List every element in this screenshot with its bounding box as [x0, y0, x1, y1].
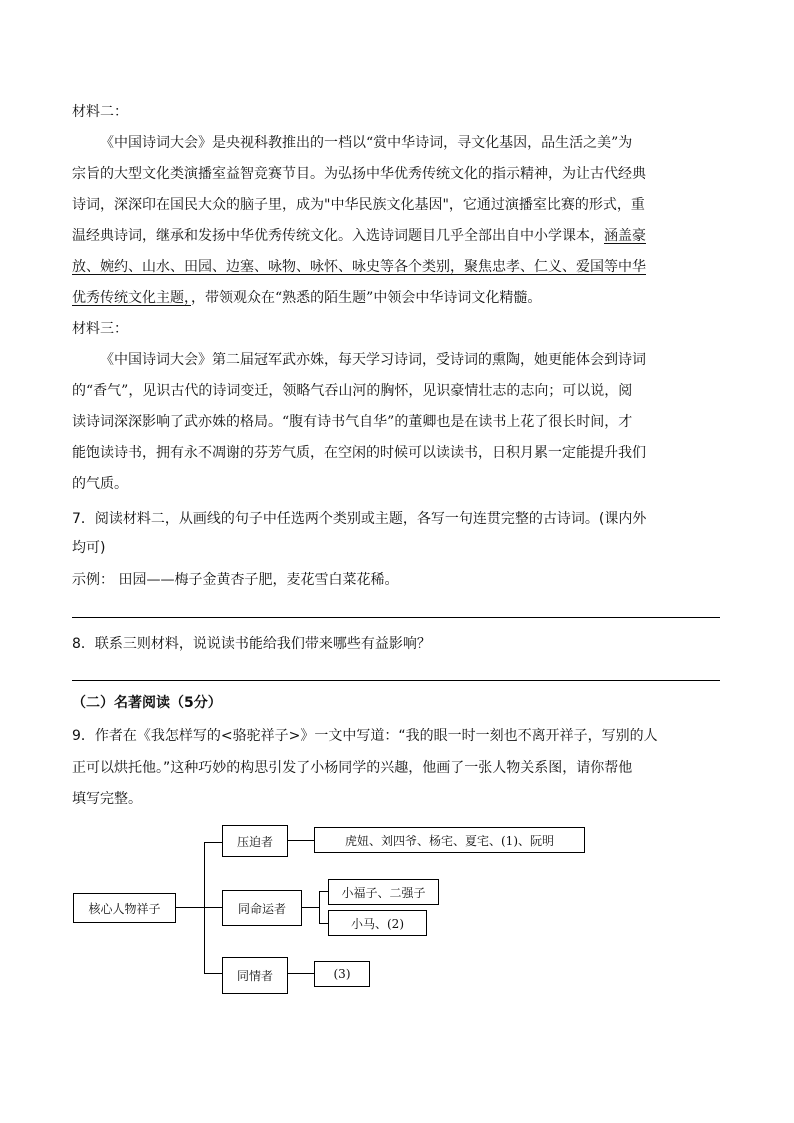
q7-example: 示例： 田园——梅子金黄杏子肥，麦花雪白菜花稀。 [72, 572, 399, 588]
connector-same-fate [204, 907, 222, 908]
same-fate-a-box: 小福子、二强子 [328, 879, 439, 905]
sympathizer-box: 同情者 [222, 957, 288, 994]
q7-answer-line[interactable] [72, 617, 720, 618]
connector-oppressor [204, 842, 222, 843]
oppressor-box: 压迫者 [222, 825, 288, 857]
material2-line-2: 宗旨的大型文化类演播室益智竞赛节目。为弘扬中华优秀传统文化的指示精神，为让古代经典 [72, 166, 646, 182]
material3-line-3: 读诗词深深影响了武亦姝的格局。“腹有诗书气自华”的董卿也是在读书上花了很长时间，才 [72, 414, 633, 430]
center-character-box: 核心人物祥子 [73, 893, 176, 923]
material3-line-5: 的气质。 [72, 476, 128, 492]
q9-line-3: 填写完整。 [72, 791, 142, 807]
underlined-end: 优秀传统文化主题， [72, 290, 191, 306]
material3-line-4: 能饱读诗书，拥有永不凋谢的芬芳气质，在空闲的时候可以读读书，日积月累一定能提升我们 [72, 445, 646, 461]
material3-line-1: 《中国诗词大会》第二届冠军武亦姝，每天学习诗词，受诗词的熏陶，她更能体会到诗词 [100, 352, 646, 368]
connector-oppressor-list [287, 840, 314, 841]
connector-same-fate-a [319, 891, 328, 892]
q9-line-2: 正可以烘托他。”这种巧妙的构思引发了小杨同学的兴趣，他画了一张人物关系图，请你帮他 [72, 760, 633, 776]
underlined-start: 涵盖豪 [604, 228, 646, 244]
q8-text: 8．联系三则材料，说说读书能给我们带来哪些有益影响？ [72, 636, 431, 652]
material2-line-6 [72, 288, 541, 308]
material2-heading: 材料二： [72, 104, 128, 120]
material2-line-3: 诗词，深深印在国民大众的脑子里，成为"中华民族文化基因"，它通过演播室比赛的形式，重 [72, 197, 645, 213]
same-fate-box: 同命运者 [222, 890, 302, 926]
oppressor-list-box[interactable]: 虎妞、刘四爷、杨宅、夏宅、(1)、阮明 [314, 827, 585, 853]
connector-center [175, 907, 204, 908]
connector-sympathizer [204, 973, 222, 974]
q7-line-2: 均可) [72, 540, 106, 556]
material2-line-1: 《中国诗词大会》是央视科教推出的一档以“赏中华诗词，寻文化基因，品生活之美”为 [100, 135, 633, 151]
connector-same-fate-branch [301, 907, 319, 908]
connector-same-fate-b [319, 923, 328, 924]
q8-answer-line[interactable] [72, 680, 720, 681]
sympathizer-answer-box[interactable]: (3) [314, 961, 370, 987]
material3-heading: 材料三： [72, 321, 128, 337]
same-fate-b-box[interactable]: 小马、(2) [328, 910, 427, 936]
material3-line-2: 的“香气”，见识古代的诗词变迁，领略气吞山河的胸怀，见识豪情壮志的志向；可以说，阅 [72, 383, 633, 399]
q7-line-1: 7．阅读材料二，从画线的句子中任选两个类别或主题，各写一句连贯完整的古诗词。(课内外 [72, 511, 647, 527]
connector-sympathizer-answer [287, 973, 314, 974]
connector-same-fate-vertical [319, 891, 320, 923]
material2-line-4-text: 温经典诗词，继承和发扬中华优秀传统文化。入选诗词题目几乎全部出自中小学课本， [72, 228, 604, 244]
underlined-middle: 放、婉约、山水、田园、边塞、咏物、咏怀、咏史等各个类别，聚焦忠孝、仁义、爱国等中华 [72, 259, 646, 275]
q9-line-1: 9．作者在《我怎样写的<骆驼祥子>》一文中写道：“我的眼一时一刻也不离开祥子，写别的人 [72, 728, 658, 744]
material2-line-6-text: ，带领观众在“熟悉的陌生题”中领会中华诗词文化精髓。 [191, 290, 542, 306]
section2-heading: （二）名著阅读（5分） [72, 695, 222, 711]
material2-line-4 [72, 226, 646, 246]
